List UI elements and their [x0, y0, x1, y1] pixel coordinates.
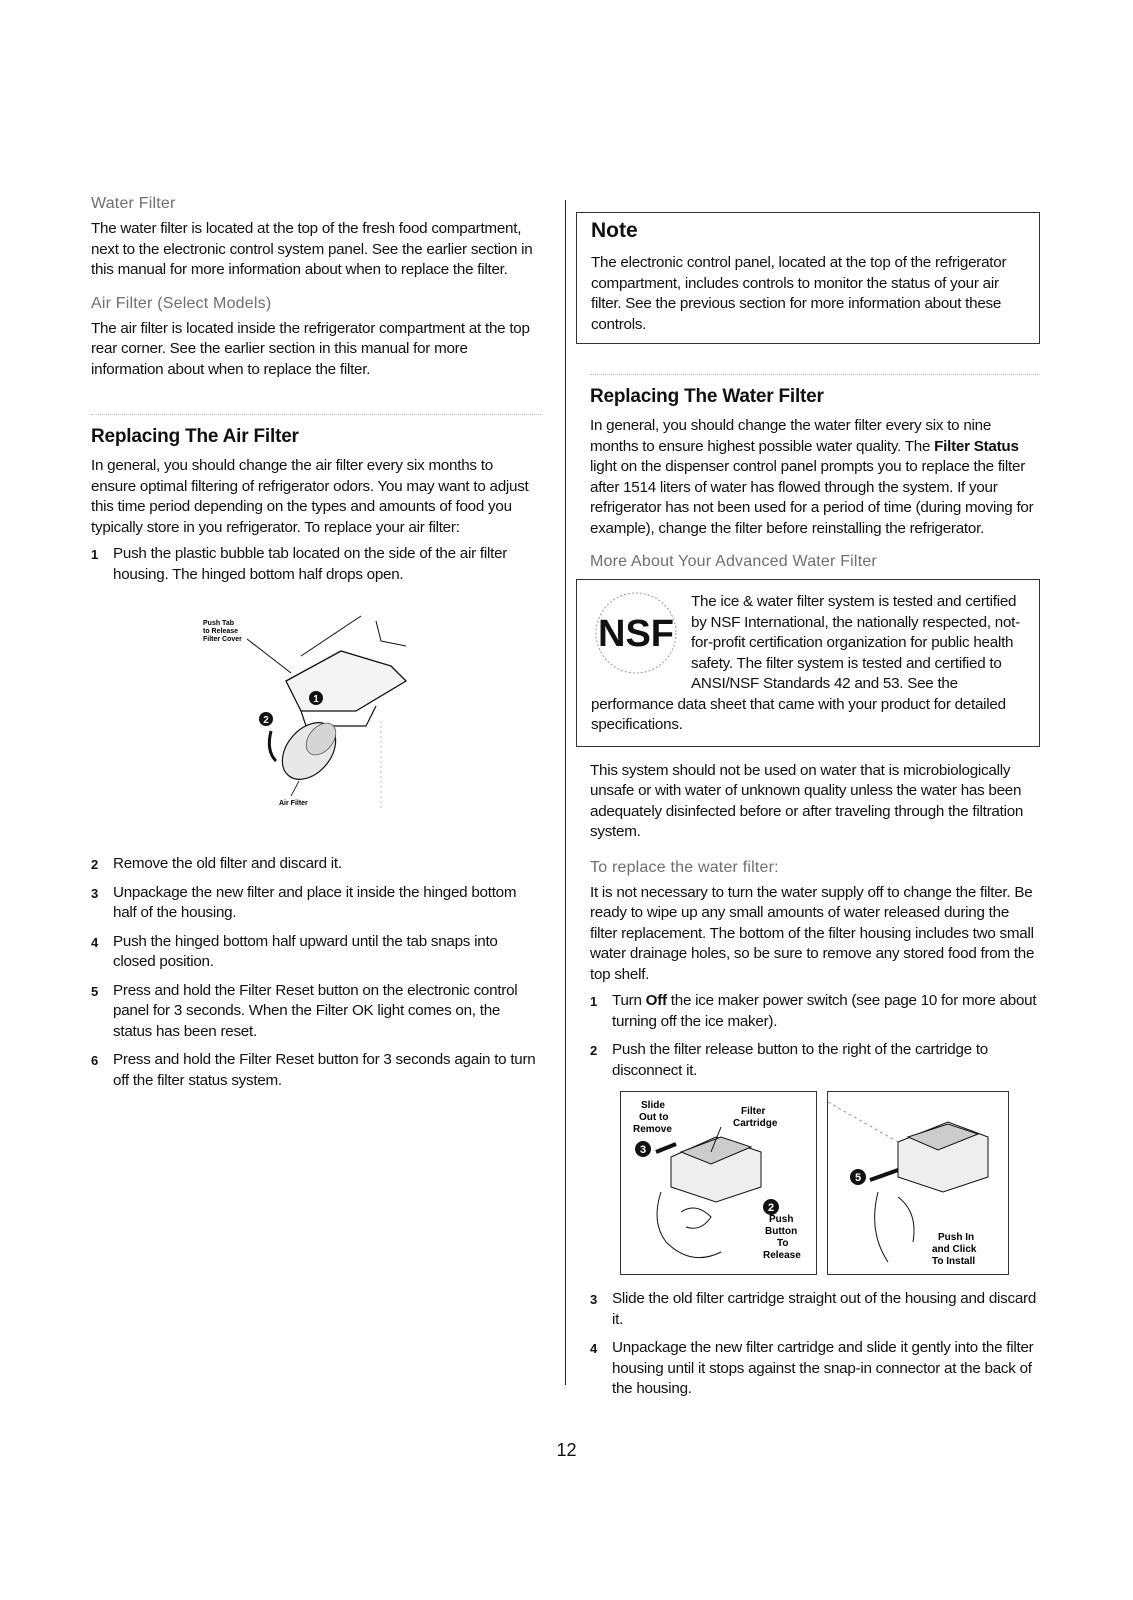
svg-text:To: To [777, 1238, 789, 1249]
section-divider [590, 374, 1040, 376]
water-filter-steps-continued [590, 1289, 1040, 1400]
step-number: 3 [590, 1292, 597, 1307]
step-number: 5 [91, 983, 98, 999]
step-number: 4 [91, 934, 98, 950]
step-number: 3 [91, 885, 98, 901]
more-about-heading: More About Your Advanced Water Filter [590, 553, 877, 570]
step-number: 1 [590, 994, 597, 1009]
nsf-text: The ice & water filter system is tested and certified by NSF International, the nationally respected, not-for-profit certification organization for public health safety. The filter system is tested and certified to ANSI/NSF Standards 42 and 53. See the performance data sheet that came with your product for detailed specifications. [591, 593, 1020, 733]
step-number: 1 [91, 547, 98, 562]
svg-text:Button: Button [765, 1226, 798, 1237]
step-text: Push the hinged bottom half upward until the tab snaps into closed position. [113, 932, 498, 970]
list-item [91, 932, 541, 973]
svg-text:Push In: Push In [938, 1232, 975, 1243]
step-text: Unpackage the new filter and place it inside the hinged bottom half of the housing. [113, 883, 517, 921]
list-item [590, 1040, 1040, 1081]
svg-text:Slide: Slide [641, 1100, 665, 1111]
right-column [590, 212, 1040, 1408]
list-item [91, 1050, 541, 1091]
replacing-water-filter-title: Replacing The Water Filter [590, 386, 824, 407]
step-text: Press and hold the Filter Reset button for 3 seconds again to turn off the filter status system. [113, 1051, 536, 1089]
column-divider [565, 200, 566, 1385]
list-item [91, 854, 541, 875]
air-filter-steps-continued [91, 854, 541, 1091]
note-box [576, 212, 1040, 344]
svg-text:Out to: Out to [639, 1112, 669, 1123]
replacing-water-filter-intro: In general, you should change the water filter every six to nine months to ensure highest possible water quality. The Filter Status light on the dispenser control panel prompts you to replace the filter after 1514 liters of water has flowed through the system. If your refrigerator has not been used for a period of time (during moving for example), change the filter before reinstalling the refrigerator. [590, 417, 1034, 537]
callout-2: 2 [263, 715, 269, 726]
svg-text:NSF: NSF [598, 613, 674, 655]
list-item: 1 Turn Off the ice maker power switch (see page 10 for more about turning off the ice maker). [590, 992, 1037, 1030]
section-divider [91, 414, 541, 416]
air-filter-steps [91, 544, 541, 585]
callout-1: 1 [313, 694, 319, 705]
step-text: Unpackage the new filter cartridge and slide it gently into the filter housing until it stops against the snap-in connector at the back of the housing. [612, 1339, 1034, 1397]
push-tab-label-line: Push Tab [203, 620, 234, 627]
to-replace-heading: To replace the water filter: [590, 858, 779, 876]
step-number: 4 [590, 1341, 597, 1356]
air-filter-text: The air filter is located inside the refrigerator compartment at the top rear corner. See the earlier section in this manual for more information about when to replace the filter. [91, 319, 530, 378]
page-number: 12 [556, 1440, 577, 1460]
push-tab-label-line: to Release [203, 628, 239, 635]
list-item [590, 1289, 1040, 1330]
step-text: Push the plastic bubble tab located on the side of the air filter housing. The hinged bottom half drops open. [113, 545, 508, 583]
step-text: Press and hold the Filter Reset button on the electronic control panel for 3 seconds. When the Filter OK light comes on, the status has been reset. [113, 981, 518, 1040]
install-filter-panel [827, 1091, 1009, 1275]
svg-text:Filter: Filter [741, 1106, 766, 1117]
water-filter-steps [590, 991, 1040, 1081]
step-number: 2 [590, 1043, 597, 1058]
list-item [590, 1338, 1040, 1400]
step-text: Remove the old filter and discard it. [113, 855, 342, 872]
step-text: Slide the old filter cartridge straight out of the housing and discard it. [612, 1290, 1037, 1328]
nsf-certification-box [576, 579, 1040, 747]
step-number: 6 [91, 1053, 98, 1068]
list-item [91, 544, 541, 585]
replacing-air-filter-intro: In general, you should change the air filter every six months to ensure optimal filtering of refrigerator odors. You may want to adjust this time period depending on the types and amounts of food you typically store in you refrigerator. To replace your air filter: [91, 457, 529, 536]
callout-2: 2 [767, 1202, 775, 1214]
left-column [91, 195, 541, 1099]
list-item [91, 883, 541, 924]
svg-text:and Click: and Click [932, 1244, 977, 1255]
note-text: The electronic control panel, located at the top of the refrigerator compartment, includes controls to monitor the status of your air filter. See the previous section for more information about these controls. [591, 254, 1007, 333]
step-number: 2 [91, 857, 98, 872]
svg-text:Remove: Remove [633, 1124, 672, 1135]
svg-text:Cartridge: Cartridge [733, 1118, 778, 1129]
nsf-logo [591, 588, 681, 678]
water-filter-text: The water filter is located at the top of the fresh food compartment, next to the electronic control system panel. See the earlier section in this manual for more information about when to replace the filter. [91, 220, 533, 278]
callout-5: 5 [854, 1172, 862, 1184]
replacing-air-filter-title: Replacing The Air Filter [91, 426, 299, 447]
remove-filter-panel [620, 1091, 817, 1275]
to-replace-text: It is not necessary to turn the water supply off to change the filter. Be ready to wipe up any small amounts of water released during the filter replacement. The bottom of the filter housing includes two small water drainage holes, so be sure to remove any stored food from the top shelf. [590, 883, 1035, 983]
warning-text: This system should not be used on water that is microbiologically unsafe or with water of unknown quality unless the water has been adequately disinfected before or after traveling through the filtration system. [590, 761, 1024, 840]
list-item [91, 981, 541, 1043]
push-tab-label-line: Filter Cover [203, 636, 242, 643]
svg-text:To Install: To Install [932, 1256, 976, 1267]
svg-text:Push: Push [769, 1214, 794, 1225]
step-text: Push the filter release button to the right of the cartridge to disconnect it. [612, 1041, 988, 1079]
air-filter-label: Air Filter [279, 800, 308, 807]
air-filter-illustration [191, 611, 451, 831]
callout-3: 3 [639, 1144, 647, 1156]
water-filter-heading: Water Filter [91, 195, 176, 212]
air-filter-heading: Air Filter (Select Models) [91, 294, 272, 312]
svg-text:Release: Release [763, 1250, 801, 1261]
note-title: Note [591, 219, 638, 242]
water-filter-illustration [620, 1091, 1040, 1275]
